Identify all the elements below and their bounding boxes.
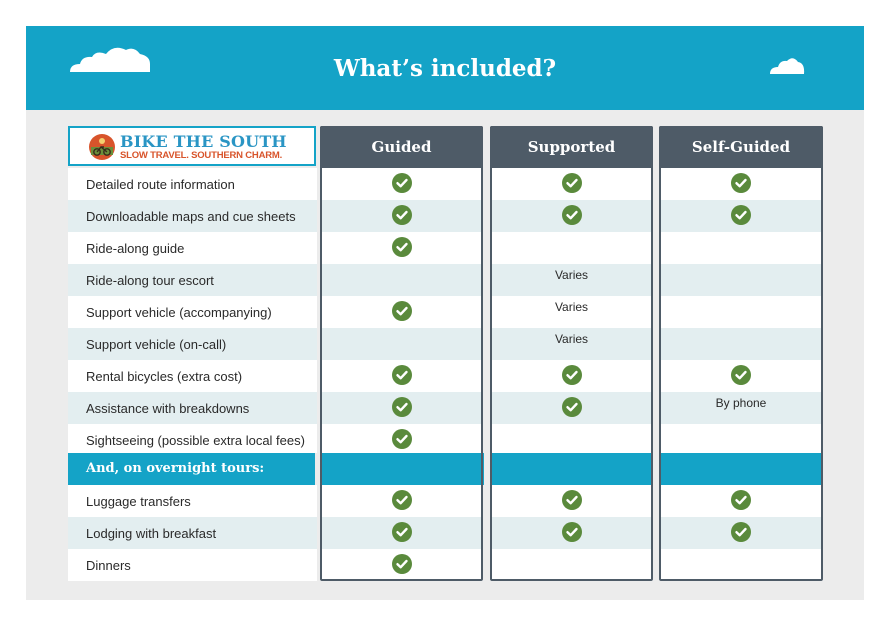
row-label: Downloadable maps and cue sheets xyxy=(86,209,296,224)
table-row xyxy=(68,485,317,517)
table-row xyxy=(68,517,317,549)
row-label: Rental bicycles (extra cost) xyxy=(86,369,243,384)
brand-name: BIKE THE SOUTH xyxy=(120,132,287,151)
column-header-supported: Supported xyxy=(490,126,653,168)
brand-tagline: SLOW TRAVEL. SOUTHERN CHARM. xyxy=(120,150,283,161)
column-guided xyxy=(320,126,483,581)
row-label: Luggage transfers xyxy=(86,494,191,509)
table-row xyxy=(68,232,317,264)
table-row xyxy=(68,424,317,456)
row-label: Assistance with breakdowns xyxy=(86,401,250,416)
table-row xyxy=(68,296,317,328)
row-label: Support vehicle (accompanying) xyxy=(86,305,272,320)
table-row xyxy=(68,328,317,360)
bike-badge-icon xyxy=(88,133,116,161)
table-row xyxy=(68,200,317,232)
table-row xyxy=(68,392,317,424)
page-title: What’s included? xyxy=(333,55,557,82)
column-header-self-guided: Self-Guided xyxy=(659,126,823,168)
cell-text: By phone xyxy=(715,396,767,410)
table-row xyxy=(68,168,317,200)
row-label: Support vehicle (on-call) xyxy=(86,337,227,352)
row-label: Ride-along tour escort xyxy=(86,273,214,288)
row-label: Detailed route information xyxy=(86,177,235,192)
title-banner xyxy=(26,26,864,110)
table-row xyxy=(68,549,317,581)
cell-text: Varies xyxy=(554,268,589,282)
cloud-icon xyxy=(768,54,806,76)
table-row xyxy=(68,360,317,392)
cell-text: Varies xyxy=(554,332,589,346)
column-supported xyxy=(490,126,653,581)
row-label: Dinners xyxy=(86,558,131,573)
row-label: Ride-along guide xyxy=(86,241,185,256)
row-label: Sightseeing (possible extra local fees) xyxy=(86,433,305,448)
cell-text: Varies xyxy=(554,300,589,314)
table-row xyxy=(68,264,317,296)
section-label: And, on overnight tours: xyxy=(86,461,265,476)
page-background xyxy=(26,26,864,600)
brand-logo xyxy=(68,126,316,166)
row-label: Lodging with breakfast xyxy=(86,526,217,541)
column-self-guided xyxy=(659,126,823,581)
column-header-guided: Guided xyxy=(320,126,483,168)
